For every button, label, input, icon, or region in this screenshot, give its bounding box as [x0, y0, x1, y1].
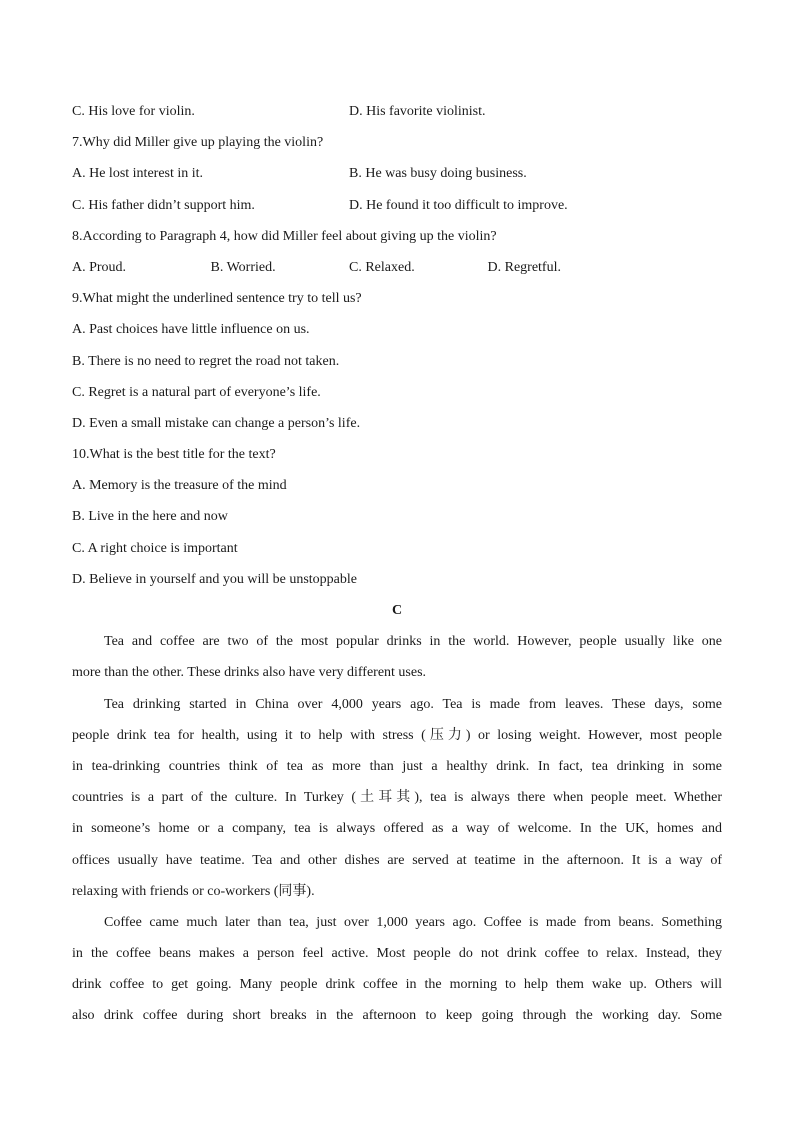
- q7-options-cd: [72, 195, 722, 226]
- option-c: C. His father didn’t support him.: [72, 197, 255, 213]
- option-c: C. Regret is a natural part of everyone’s life.: [72, 384, 321, 400]
- option-d: D. Regretful.: [487, 259, 561, 275]
- paragraph-line: Coffee came much later than tea, just over 1,000 years ago. Coffee is made from beans. Something: [104, 914, 722, 930]
- question-7: 7.Why did Miller give up playing the violin?: [72, 135, 324, 151]
- paragraph-line: countries is a part of the culture. In Turkey (土耳其), tea is always there when people meet. Whether: [72, 790, 722, 806]
- paragraph-line: in tea-drinking countries think of tea as more than just a healthy drink. In fact, tea drinking in some: [72, 758, 722, 774]
- option-c: C. Relaxed.: [349, 259, 415, 275]
- paragraph-line: in someone’s home or a company, tea is always offered as a way of welcome. In the UK, homes and: [72, 821, 722, 837]
- option-d: D. Even a small mistake can change a person’s life.: [72, 415, 361, 431]
- question-8: 8.According to Paragraph 4, how did Miller feel about giving up the violin?: [72, 228, 497, 244]
- paragraph-line: relaxing with friends or co-workers (同事).: [72, 883, 315, 899]
- section-heading: C: [391, 603, 403, 618]
- paragraph-line: also drink coffee during short breaks in the afternoon to keep going through the working day. Some: [72, 1008, 722, 1024]
- q6-options-cd: [72, 101, 722, 132]
- option-d: D. He found it too difficult to improve.: [349, 197, 568, 213]
- paragraph-3: [72, 912, 722, 1037]
- option-d: D. His favorite violinist.: [349, 104, 486, 119]
- paragraph-1: [72, 631, 722, 693]
- option-b: B. Worried.: [210, 259, 276, 275]
- option-b: B. He was busy doing business.: [349, 166, 527, 182]
- q7-options-ab: [72, 163, 722, 194]
- option-a: A. Past choices have little influence on us.: [72, 322, 310, 338]
- option-a: A. Proud.: [72, 259, 127, 275]
- question-10: 10.What is the best title for the text?: [72, 447, 276, 463]
- paragraph-line: more than the other. These drinks also have very different uses.: [72, 665, 427, 681]
- paragraph-line: in the coffee beans makes a person feel active. Most people do not drink coffee to relax. Instead, they: [72, 946, 722, 962]
- option-c: C. His love for violin.: [72, 104, 195, 119]
- paragraph-line: offices usually have teatime. Tea and other dishes are served at teatime in the afternoon. It is a way of: [72, 852, 722, 868]
- option-d: D. Believe in yourself and you will be unstoppable: [72, 571, 357, 587]
- paragraph-line: people drink tea for health, using it to help with stress (压力) or losing weight. However, most people: [72, 727, 722, 743]
- option-a: A. He lost interest in it.: [72, 166, 204, 182]
- paragraph-line: Tea drinking started in China over 4,000 years ago. Tea is made from leaves. These days, some: [104, 696, 722, 712]
- paragraph-line: Tea and coffee are two of the most popular drinks in the world. However, people usually like one: [104, 634, 722, 650]
- paragraph-line: drink coffee to get going. Many people drink coffee in the morning to help them wake up. Others will: [72, 977, 722, 993]
- option-a: A. Memory is the treasure of the mind: [72, 478, 287, 494]
- question-9: 9.What might the underlined sentence try to tell us?: [72, 291, 362, 307]
- q8-options: [72, 257, 722, 288]
- document-page: [72, 101, 722, 1037]
- option-c: C. A right choice is important: [72, 540, 238, 556]
- paragraph-2: [72, 694, 722, 912]
- option-b: B. Live in the here and now: [72, 509, 228, 525]
- option-b: B. There is no need to regret the road not taken.: [72, 353, 340, 369]
